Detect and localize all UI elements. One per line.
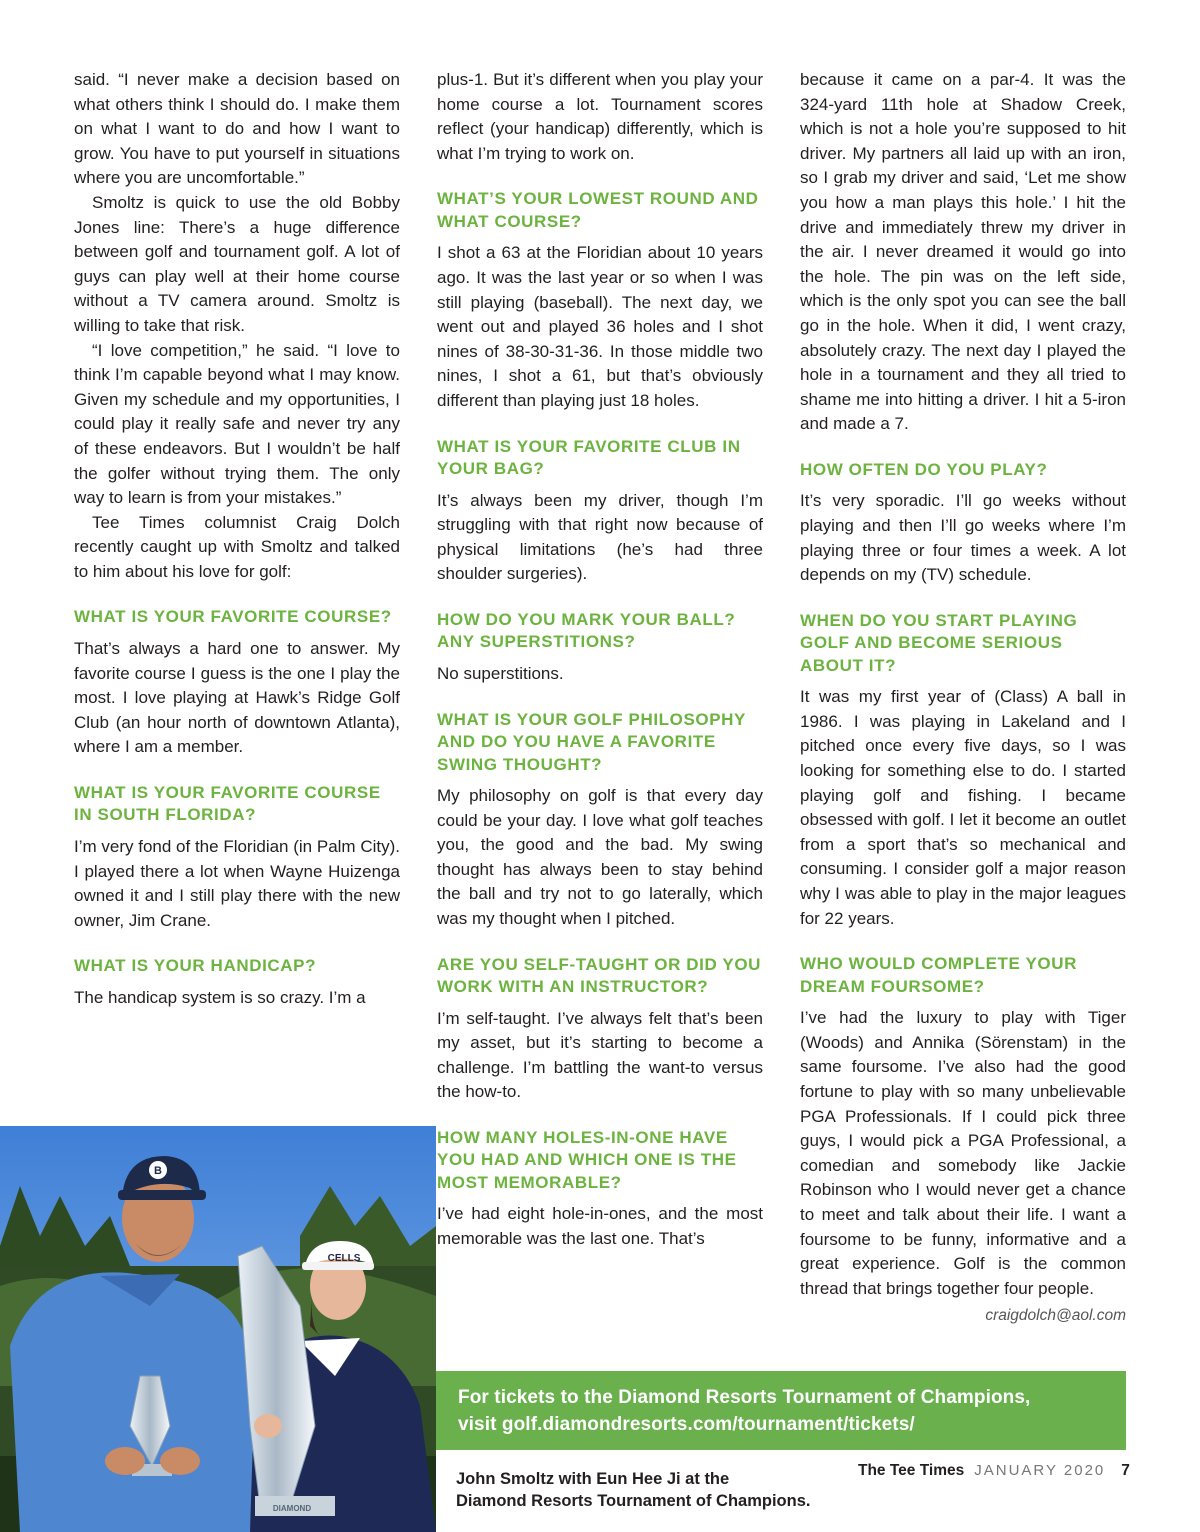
cap-logo-text: B [154,1165,162,1177]
body-paragraph: “I love competition,” he said. “I love to think I’m capable beyond what I may know. Given my schedule and my opportunities, I could play it really safe and never try any of these endeavors. But I wouldn’t be half the golfer without trying them. The only way to learn is from your mistakes.” [74,340,400,508]
question-heading: WHAT IS YOUR GOLF PHILOSOPHY AND DO YOU HAVE A FAVORITE SWING THOUGHT? [437,709,746,774]
caption-line: John Smoltz with Eun Hee Ji at the [456,1470,730,1488]
answer-paragraph: No superstitions. [437,663,564,683]
answer-paragraph: It’s always been my driver, though I’m struggling with that right now because of physical limitations (he’s had three shoulder surgeries). [437,490,763,584]
body-paragraph: plus-1. But it’s different when you play your home course a lot. Tournament scores reflect (your handicap) differently, which is what I’m trying to work on. [437,70,763,163]
banner-line: For tickets to the Diamond Resorts Tournament of Champions, [458,1387,1031,1408]
photo-caption [456,1468,856,1512]
answer-paragraph: I shot a 63 at the Floridian about 10 years ago. It was the last year or so when I was still playing (baseball). The next day, we went out and played 36 holes and I shot nines of 38-30-31-36. In those middle two nines, I shot a 61, but that’s obviously different than playing just 18 holes. [437,243,763,410]
question-heading: WHAT IS YOUR HANDICAP? [74,956,317,976]
photo-illustration [0,1126,436,1532]
body-paragraph: Smoltz is quick to use the old Bobby Jones line: There’s a huge difference between golf and tournament golf. A lot of guys can play well at their home course without a TV camera around. Smoltz is willing to take that risk. [74,192,400,335]
cap-logo-text: CELLS [327,1253,361,1264]
question-heading: WHEN DO YOU START PLAYING GOLF AND BECOME SERIOUS ABOUT IT? [800,610,1078,675]
answer-paragraph: I’ve had the luxury to play with Tiger (Woods) and Annika (Sörenstam) in the same foursome. I’ve also had the good fortune to play with so many unbelievable PGA Professionals. If I could pick three guys, I would pick a PGA Professional, a comedian and somebody like Jackie Robinson who I would never get a chance to meet and talk about their life. I want a foursome to be funny, informative and a great experience. Golf is the common thread that brings together four people. [800,1008,1126,1298]
answer-paragraph: I’m very fond of the Floridian (in Palm City). I played there a lot when Wayne Huizenga owned it and I still play there with the new owner, Jim Crane. [74,836,400,930]
question-heading: WHAT IS YOUR FAVORITE COURSE? [74,607,392,627]
answer-paragraph: I’ve had eight hole-in-ones, and the most memorable was the last one. That’s [437,1204,763,1249]
article-column-2 [437,68,763,1252]
body-paragraph: Tee Times columnist Craig Dolch recently caught up with Smoltz and talked to him about his love for golf: [74,512,400,581]
question-heading: WHAT’S YOUR LOWEST ROUND AND WHAT COURSE? [437,189,759,231]
article-photo [0,1126,436,1532]
answer-paragraph: I’m self-taught. I’ve always felt that’s been my asset, but it’s starting to become a challenge. I’m battling the want-to versus the how-to. [437,1008,763,1102]
trophy-text: DIAMOND [272,1504,312,1513]
answer-paragraph: My philosophy on golf is that every day could be your day. I love what golf teaches you, the good and the bad. My swing thought has always been to stay behind the ball and try not to go laterally, which was my thought when I pitched. [437,786,763,928]
question-heading: WHAT IS YOUR FAVORITE COURSE IN SOUTH FLORIDA? [74,782,381,825]
ticket-banner [436,1371,1126,1450]
question-heading: HOW OFTEN DO YOU PLAY? [800,459,1048,479]
question-heading: HOW MANY HOLES-IN-ONE HAVE YOU HAD AND WHICH ONE IS THE MOST MEMORABLE? [437,1127,737,1192]
article-column-3 [800,68,1126,1325]
answer-paragraph: That’s always a hard one to answer. My favorite course I guess is the one I play the most. I love playing at Hawk’s Ridge Golf Club (an hour north of downtown Atlanta), where I am a member. [74,638,400,757]
question-heading: WHO WOULD COMPLETE YOUR DREAM FOURSOME? [800,954,1077,996]
author-email: craigdolch@aol.com [985,1307,1126,1325]
answer-paragraph: The handicap system is so crazy. I’m a [74,987,366,1007]
question-heading: WHAT IS YOUR FAVORITE CLUB IN YOUR BAG? [437,436,741,479]
answer-paragraph: It was my first year of (Class) A ball in 1986. I was playing in Lakeland and I pitched once every five days, so I was looking for something else to do. I started playing golf and fishing. I became obsessed with golf. I let it become an outlet from a sport that’s so mechanical and consuming. I consider golf a major reason why I was able to play in the major leagues for 22 years. [800,687,1126,928]
page-footer [858,1462,1130,1480]
answer-paragraph: It’s very sporadic. I’ll go weeks without playing and then I’ll go weeks where I’m playing three or four times a week. A lot depends on my (TV) schedule. [800,491,1126,585]
body-paragraph: said. “I never make a decision based on what others think I should do. I make them on what I want to do and how I want to grow. You have to put yourself in situations where you are uncomfortable.” [74,70,400,188]
issue-date: JANUARY 2020 [974,1462,1106,1479]
question-heading: ARE YOU SELF-TAUGHT OR DID YOU WORK WITH AN INSTRUCTOR? [437,954,762,997]
page-number: 7 [1121,1462,1130,1479]
publication-name: The Tee Times [858,1462,965,1479]
question-heading: HOW DO YOU MARK YOUR BALL? ANY SUPERSTITIONS? [437,609,736,652]
body-paragraph: because it came on a par-4. It was the 324-yard 11th hole at Shadow Creek, which is not a hole you’re supposed to hit driver. My partners all laid up with an iron, so I grab my driver and said, ‘Let me show you how a man plays this hole.’ I hit the drive and immediately threw my driver in the air. I never dreamed it would go into the hole. The pin was on the left side, which is the only spot you can see the ball go in the hole. When it did, I went crazy, absolutely crazy. The next day I played the hole in a tournament and they all tried to shame me into hitting a driver. I hit a 5-iron and made a 7. [800,70,1126,434]
caption-line: Diamond Resorts Tournament of Champions. [456,1492,811,1510]
banner-url-line: visit golf.diamondresorts.com/tournament/tickets/ [458,1414,915,1435]
article-column-1 [74,68,400,1010]
